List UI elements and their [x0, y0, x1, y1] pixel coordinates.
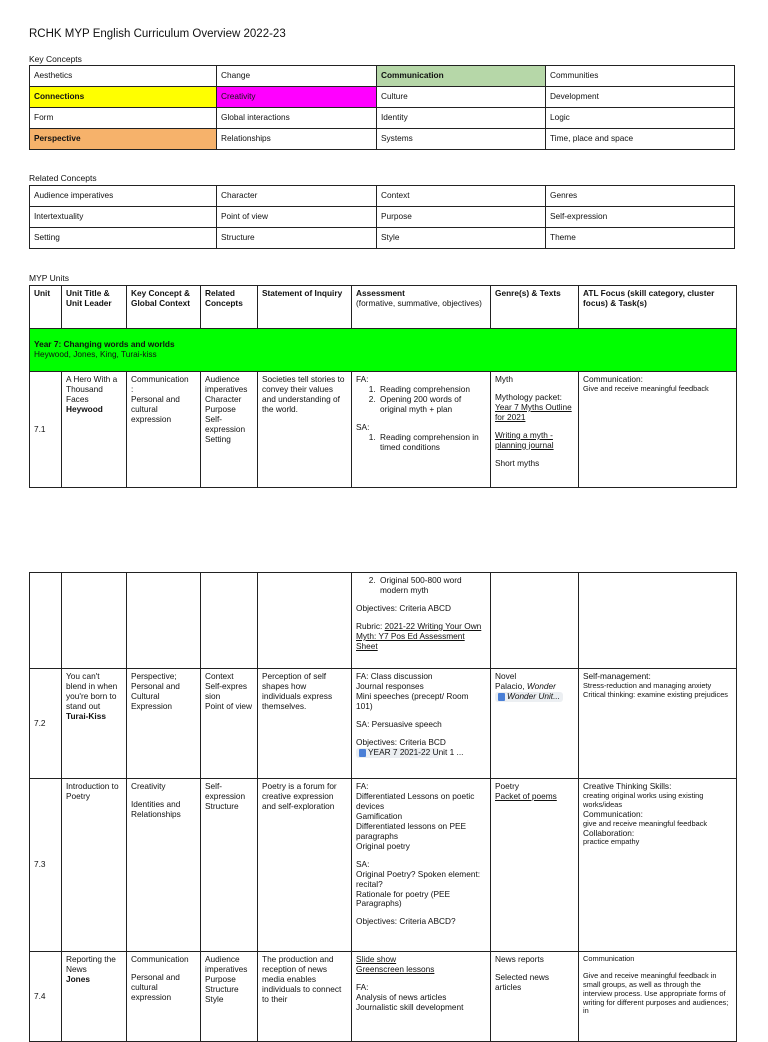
unit-number: 7.2 [30, 669, 62, 779]
fa-item: Differentiated lessons on PEE paragraphs [356, 820, 467, 841]
related-concept: Purpose [205, 973, 236, 984]
doc-icon [498, 693, 505, 701]
empty-cell [491, 573, 579, 669]
unit-number: 7.4 [30, 952, 62, 1042]
unit-title: You can't blend in when you're born to stand out [66, 671, 118, 711]
packet-label: Mythology packet: [495, 391, 562, 402]
unit-row-7-2 [30, 669, 737, 779]
key-concept-cell: Logic [546, 108, 735, 129]
sa-item: 1. Reading comprehension in timed conditions [378, 433, 486, 453]
key-concept-colon: : [131, 383, 134, 394]
header-assessment-cell [352, 286, 491, 329]
key-concept: Communication [131, 374, 189, 384]
key-concept-cell: Culture [377, 87, 546, 108]
inquiry-statement: Poetry is a forum for creative expression and self-exploration [258, 779, 352, 952]
fa-label: FA: [356, 981, 369, 992]
sa-item: Rationale for poetry (PEE Paragraphs) [356, 888, 451, 909]
book-title: Wonder [526, 680, 556, 691]
related-concept: Audience imperatives [205, 954, 248, 974]
inquiry-statement: Societies tell stories to convey their values and understanding of the world. [258, 372, 352, 488]
header-unit: Unit [30, 286, 62, 329]
fa-item: Mini speeches (precept/ Room 101) [356, 690, 469, 711]
related-cell [201, 372, 258, 488]
header-title: Unit Title & Unit Leader [62, 286, 127, 329]
concept-cell [127, 779, 201, 952]
assessment-cell [352, 669, 491, 779]
atl-heading: Creative Thinking Skills: [583, 781, 672, 791]
key-concept-cell: Systems [377, 129, 546, 150]
atl-cell [579, 952, 737, 1042]
sa-label: SA: [356, 421, 370, 432]
key-concept-cell: Identity [377, 108, 546, 129]
header-inquiry: Statement of Inquiry [258, 286, 352, 329]
related-concept-cell: Style [377, 228, 546, 249]
key-concept: Communication [131, 954, 189, 964]
fa-item: Analysis of news articles [356, 991, 447, 1002]
key-concepts-table [29, 65, 735, 150]
key-concept-cell: Connections [30, 87, 217, 108]
atl-heading: Communication [583, 954, 635, 963]
doc-icon [359, 749, 366, 757]
related-concept-cell: Setting [30, 228, 217, 249]
file-chip-label: YEAR 7 2021-22 Unit 1 ... [368, 746, 464, 757]
key-concept-cell: Creativity [217, 87, 377, 108]
atl-cell [579, 669, 737, 779]
rubric-label: Rubric: [356, 620, 385, 631]
related-concept: Audience imperatives [205, 374, 248, 394]
rubric-link[interactable]: 2021-22 Writing Your Own Myth: Y7 Pos Ed Assessment Sheet [356, 620, 482, 651]
key-concepts-label: Key Concepts [29, 54, 82, 64]
empty-cell [201, 573, 258, 669]
packet-of-poems-link[interactable]: Packet of poems [495, 790, 557, 801]
related-concept-cell: Theme [546, 228, 735, 249]
related-concepts-table [29, 185, 735, 249]
key-concept: Creativity [131, 781, 166, 791]
related-concept: Context [205, 671, 234, 681]
inquiry-statement: Perception of self shapes how individuals express themselves. [258, 669, 352, 779]
genre: Poetry [495, 781, 519, 791]
unit-leader: Heywood [66, 403, 103, 414]
related-concept-cell: Point of view [217, 207, 377, 228]
atl-heading: Collaboration: [583, 827, 635, 838]
related-concept: Character [205, 393, 242, 404]
empty-cell [62, 573, 127, 669]
units-table-continued [29, 572, 737, 1042]
greenscreen-lessons-link[interactable]: Greenscreen lessons [356, 963, 435, 974]
related-cell [201, 952, 258, 1042]
units-table [29, 285, 737, 488]
genre: Novel [495, 671, 517, 681]
fa-item: Journalistic skill development [356, 1001, 464, 1012]
year-7-band [30, 329, 737, 372]
related-concept-cell: Structure [217, 228, 377, 249]
unit-leader: Turai-Kiss [66, 710, 106, 721]
related-concept: Purpose [205, 403, 236, 414]
atl-cell [579, 779, 737, 952]
header-assessment-sub: (formative, summative, objectives) [356, 297, 482, 308]
fa-item: Differentiated Lessons on poetic devices [356, 790, 475, 811]
global-context: Personal and cultural expression [131, 971, 180, 1002]
fa-item: Journal responses [356, 680, 424, 691]
key-concept-cell: Communities [546, 66, 735, 87]
related-concept: Self-expression [205, 781, 246, 801]
sa-label: SA: [356, 858, 370, 869]
related-concept: Point of view [205, 700, 253, 711]
file-chip[interactable] [356, 746, 464, 758]
assessment-cell [352, 573, 491, 669]
myths-outline-link[interactable]: Year 7 Myths Outline for 2021 [495, 401, 572, 422]
unit-row-7-3 [30, 779, 737, 952]
atl-text: Critical thinking: examine existing prejudices [583, 689, 729, 699]
slide-show-link[interactable]: Slide show [356, 954, 397, 964]
related-concept-cell: Character [217, 186, 377, 207]
atl-cell [579, 372, 737, 488]
global-context: Identities and Relationships [131, 798, 181, 819]
objectives: Objectives: Criteria BCD [356, 736, 446, 747]
empty-cell [127, 573, 201, 669]
unit-row-7-1 [30, 372, 737, 488]
genre: Selected news articles [495, 971, 549, 992]
related-concept: Self-expres sion [205, 680, 247, 701]
genre: Myth [495, 374, 513, 384]
key-concept-cell: Relationships [217, 129, 377, 150]
fa-label: FA: [356, 781, 369, 791]
unit-title-cell [62, 669, 127, 779]
unit-title: Introduction to Poetry [62, 779, 127, 952]
related-concept-cell: Purpose [377, 207, 546, 228]
related-concept: Structure [205, 983, 239, 994]
concept-cell [127, 372, 201, 488]
atl-heading: Communication: [583, 374, 643, 384]
key-concept: Perspective; Personal and Cultural Expression [127, 669, 201, 779]
related-concept-cell: Genres [546, 186, 735, 207]
fa-label: FA: [356, 374, 369, 384]
fa-item: Gamification [356, 810, 403, 821]
atl-text: practice empathy [583, 837, 640, 847]
rubric [356, 622, 486, 652]
writing-myth-journal-link[interactable]: Writing a myth - planning journal [495, 429, 554, 450]
key-concept-cell: Perspective [30, 129, 217, 150]
assessment-cell [352, 779, 491, 952]
short-myths: Short myths [495, 457, 540, 468]
unit-title: Reporting the News [66, 954, 116, 974]
key-concept-cell: Communication [377, 66, 546, 87]
unit-number: 7.3 [30, 779, 62, 952]
file-chip[interactable] [495, 692, 563, 702]
atl-text: give and receive meaningful feedback [583, 818, 708, 828]
genres-cell [491, 779, 579, 952]
related-concept: Style [205, 993, 224, 1004]
unit-row-7-1-continued [30, 573, 737, 669]
key-concept-cell: Form [30, 108, 217, 129]
sa-item: 2. Original 500-800 word modern myth [378, 576, 486, 596]
file-chip-label: Wonder Unit... [507, 690, 561, 701]
unit-number: 7.1 [30, 372, 62, 488]
unit-title-cell [62, 372, 127, 488]
objectives: Objectives: Criteria ABCD? [356, 916, 456, 927]
concept-cell [127, 952, 201, 1042]
key-concept-cell: Global interactions [217, 108, 377, 129]
header-related: Related Concepts [201, 286, 258, 329]
inquiry-statement: The production and reception of news media enables individuals to connect to their [258, 952, 352, 1042]
header-genres: Genre(s) & Texts [491, 286, 579, 329]
atl-text: Give and receive meaningful feedback [583, 383, 709, 393]
objectives: Objectives: Criteria ABCD [356, 602, 451, 613]
unit-title-cell [62, 952, 127, 1042]
assessment-cell [352, 952, 491, 1042]
assessment-cell [352, 372, 491, 488]
related-concept: Structure [205, 800, 239, 811]
related-concepts-label: Related Concepts [29, 173, 97, 183]
key-concept-cell: Time, place and space [546, 129, 735, 150]
fa-item: FA: Class discussion [356, 671, 433, 681]
year-7-leaders: Heywood, Jones, King, Turai-kiss [34, 349, 157, 359]
header-atl: ATL Focus (skill category, cluster focus) & Task(s) [579, 286, 737, 329]
fa-item: 2. Opening 200 words of original myth + plan [378, 395, 486, 415]
sa-item: SA: Persuasive speech [356, 718, 442, 729]
related-concept-cell: Intertextuality [30, 207, 217, 228]
related-cell [201, 669, 258, 779]
genres-cell [491, 372, 579, 488]
related-concept: Setting [205, 433, 231, 444]
fa-item: 1. Reading comprehension [378, 385, 486, 395]
key-concept-cell: Aesthetics [30, 66, 217, 87]
genres-cell [491, 952, 579, 1042]
empty-cell [258, 573, 352, 669]
unit-row-7-4 [30, 952, 737, 1042]
related-cell [201, 779, 258, 952]
related-concept-cell: Audience imperatives [30, 186, 217, 207]
empty-cell [30, 573, 62, 669]
genre: News reports [495, 954, 544, 964]
page-title: RCHK MYP English Curriculum Overview 2022-23 [29, 28, 286, 40]
atl-text: Give and receive meaningful feedback in small groups, as well as through the interview process. Use appropriate forms of writing for different purposes and audiences; in [583, 970, 729, 1016]
unit-leader: Jones [66, 973, 90, 984]
key-concept-cell: Change [217, 66, 377, 87]
atl-heading: Self-management: [583, 671, 651, 681]
empty-cell [579, 573, 737, 669]
related-concept: Self-expression [205, 413, 246, 434]
related-concept-cell: Context [377, 186, 546, 207]
key-concept-cell: Development [546, 87, 735, 108]
year-7-title: Year 7: Changing words and worlds [34, 339, 175, 350]
unit-title: A Hero With a Thousand Faces [66, 374, 118, 404]
header-concept: Key Concept & Global Context [127, 286, 201, 329]
fa-item: Original poetry [356, 840, 410, 851]
atl-text: Stress-reduction and managing anxiety [583, 680, 712, 690]
author: Palacio, [495, 680, 527, 691]
atl-heading: Communication: [583, 808, 643, 819]
sa-item: Original Poetry? Spoken element: recital? [356, 868, 481, 889]
atl-text: creating original works using existing works/ideas [583, 790, 704, 809]
genres-cell [491, 669, 579, 779]
global-context: Personal and cultural expression [131, 393, 180, 424]
header-assessment: Assessment [356, 288, 405, 298]
related-concept-cell: Self-expression [546, 207, 735, 228]
myp-units-label: MYP Units [29, 273, 69, 283]
